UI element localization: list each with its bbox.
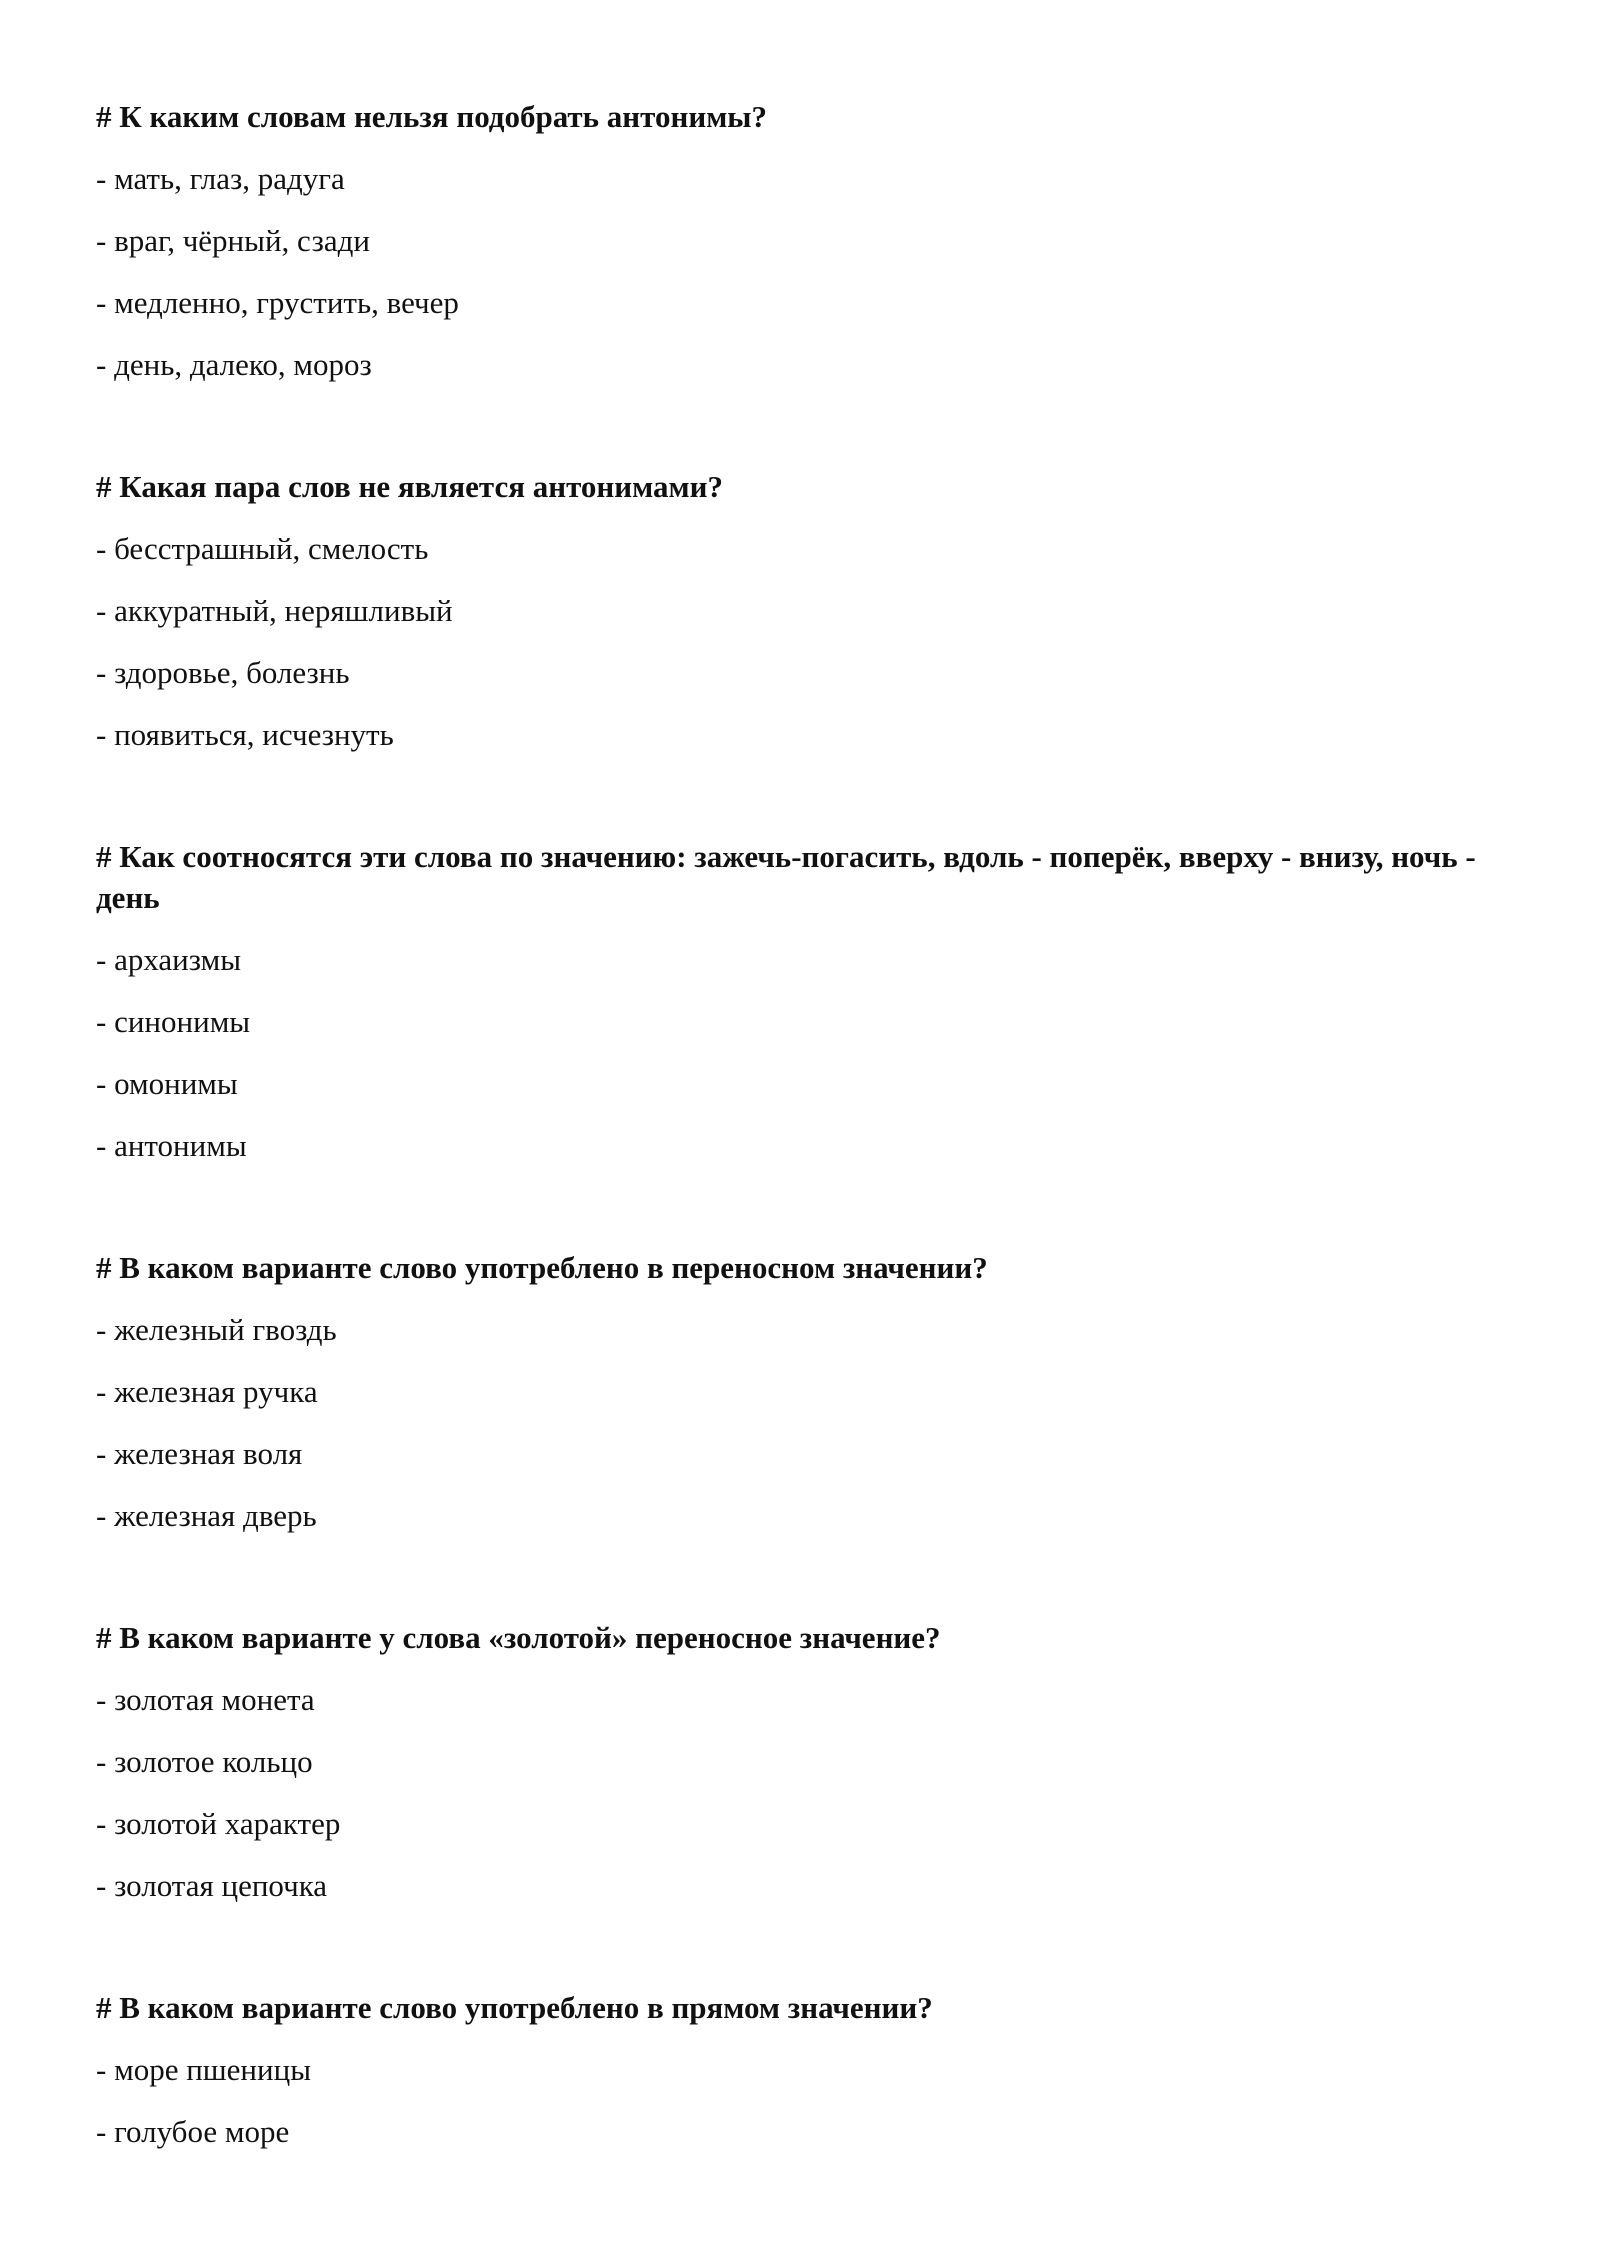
answer-options <box>96 1679 1516 1906</box>
answer-option: - синонимы <box>96 1004 251 1039</box>
answer-options <box>96 2049 1516 2152</box>
answer-option: - аккуратный, неряшливый <box>96 593 453 628</box>
answer-option: - море пшеницы <box>96 2052 312 2087</box>
answer-option: - омонимы <box>96 1066 238 1101</box>
answer-options <box>96 158 1516 385</box>
question-title: # В каком варианте слово употреблено в переносном значении? <box>96 1250 988 1285</box>
answer-option: - враг, чёрный, сзади <box>96 223 370 258</box>
answer-option: - железная дверь <box>96 1498 317 1533</box>
question-block <box>96 1247 1516 1536</box>
question-block <box>96 96 1516 385</box>
question-block <box>96 836 1516 1166</box>
answer-options <box>96 939 1516 1166</box>
answer-options <box>96 1309 1516 1536</box>
answer-option: - мать, глаз, радуга <box>96 161 345 196</box>
answer-option: - золотая монета <box>96 1682 315 1717</box>
answer-option: - день, далеко, мороз <box>96 347 372 382</box>
answer-option: - голубое море <box>96 2114 290 2149</box>
answer-option: - железная ручка <box>96 1374 318 1409</box>
question-block <box>96 1987 1516 2152</box>
question-title: # Какая пара слов не является антонимами? <box>96 469 724 504</box>
answer-option: - золотой характер <box>96 1806 341 1841</box>
question-title: # В каком варианте у слова «золотой» переносное значение? <box>96 1620 941 1655</box>
answer-option: - золотая цепочка <box>96 1868 328 1903</box>
answer-options <box>96 528 1516 755</box>
question-block <box>96 1617 1516 1906</box>
question-title: # К каким словам нельзя подобрать антонимы? <box>96 99 768 134</box>
answer-option: - бесстрашный, смелость <box>96 531 429 566</box>
answer-option: - золотое кольцо <box>96 1744 313 1779</box>
question-title: # В каком варианте слово употреблено в прямом значении? <box>96 1990 933 2025</box>
answer-option: - железный гвоздь <box>96 1312 337 1347</box>
answer-option: - медленно, грустить, вечер <box>96 285 459 320</box>
answer-option: - железная воля <box>96 1436 303 1471</box>
question-block <box>96 466 1516 755</box>
answer-option: - здоровье, болезнь <box>96 655 350 690</box>
question-title: # Как соотносятся эти слова по значению: зажечь-погасить, вдоль - поперёк, вверху - внизу, ночь - день <box>96 839 1476 915</box>
answer-option: - появиться, исчезнуть <box>96 717 394 752</box>
answer-option: - архаизмы <box>96 942 242 977</box>
answer-option: - антонимы <box>96 1128 247 1163</box>
